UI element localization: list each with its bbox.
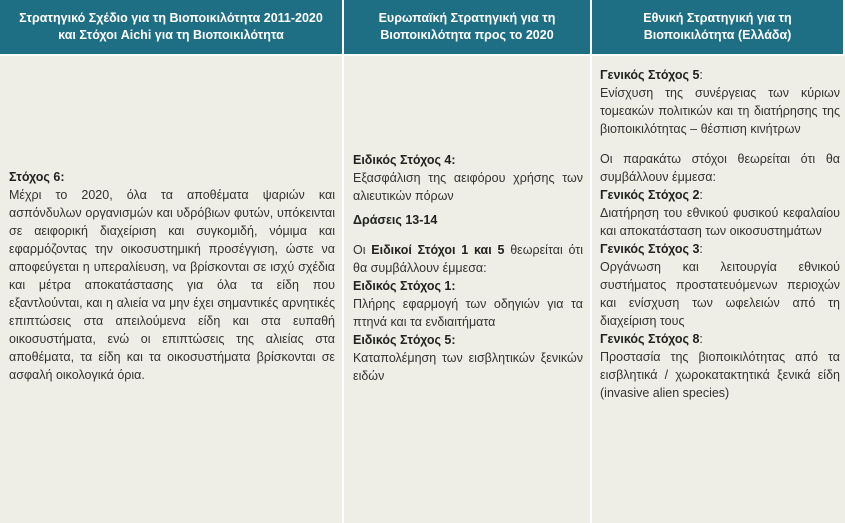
specific-target-5-label: Ειδικός Στόχος 5: — [353, 333, 456, 347]
cell-global-strategy — [0, 54, 344, 523]
header-european-strategy: Ευρωπαϊκή Στρατηγική για τη Βιοποικιλότητα προς το 2020 — [344, 0, 592, 54]
general-goal-8-heading: Γενικός Στόχος 8: — [600, 332, 703, 346]
general-goal-3-text: Οργάνωση και λειτουργία εθνικού συστήματος προστατευόμενων περιοχών και ενίσχυση των ωφελειών από τη διαχείριση τους — [600, 260, 840, 328]
specific-target-1-text: Πλήρης εφαρμογή των οδηγιών για τα πτηνά και τα ενδιαιτήματα — [353, 297, 583, 329]
general-goal-5-heading: Γενικός Στόχος 5: — [600, 68, 703, 82]
actions-label: Δράσεις 13-14 — [353, 213, 438, 227]
general-goal-2-label: Γενικός Στόχος 2 — [600, 188, 700, 202]
indirect-prefix: Οι — [353, 243, 372, 257]
cell-european-strategy — [344, 54, 592, 523]
general-goal-5-text: Ενίσχυση της συνέργειας των κύριων τομεακών πολιτικών και τη διατήρησης της βιοποικιλότητας – θέσπιση κινήτρων — [600, 86, 840, 136]
general-goal-3-heading: Γενικός Στόχος 3: — [600, 242, 703, 256]
target-6-label: Στόχος 6: — [9, 170, 65, 184]
general-goal-8-text: Προστασία της βιοποικιλότητας από τα εισβλητικά / χωροκατακτητικά ξενικά είδη (invasive alien species) — [600, 350, 840, 400]
cell-national-strategy — [592, 54, 845, 523]
specific-target-4-label: Ειδικός Στόχος 4: — [353, 153, 456, 167]
specific-target-4-text: Εξασφάλιση της αειφόρου χρήσης των αλιευτικών πόρων — [353, 171, 583, 203]
general-goal-8-label: Γενικός Στόχος 8 — [600, 332, 700, 346]
indirect-goals-note: Οι παρακάτω στόχοι θεωρείται ότι θα συμβάλλουν έμμεσα: — [600, 152, 840, 184]
general-goal-2-heading: Γενικός Στόχος 2: — [600, 188, 703, 202]
header-global-strategy: Στρατηγικό Σχέδιο για τη Βιοποικιλότητα 2011-2020 και Στόχοι Aichi για τη Βιοποικιλότητα — [0, 0, 344, 54]
general-goal-3-label: Γενικός Στόχος 3 — [600, 242, 700, 256]
target-6-text: Μέχρι το 2020, όλα τα αποθέματα ψαριών και ασπόνδυλων οργανισμών και υδρόβιων φυτών, υπόκεινται σε αειφορική διαχείριση και συγκομιδή, νόμιμα και εφαρμόζοντας την οικοσυστημική προσέγγιση, ώστε να αποφεύγεται η υπεραλίευση, να βρίσκονται σε ισχύ σχέδια και μέτρα αποκατάστασης για όλα τα είδη που εξαντλούνται, και η αλιεία να μην έχει σημαντικές αρνητικές επιπτώσεις στα απειλούμενα είδη και στα ευπαθή οικοσυστήματα, ενώ οι επιπτώσεις της αλιείας στα αποθέματα, τα είδη και τα οικοσυστήματα βρίσκονται σε ασφαλή οικολογικά όρια. — [9, 188, 335, 382]
indirect-targets: Ειδικοί Στόχοι 1 και 5 — [371, 243, 505, 257]
specific-target-5-text: Καταπολέμηση των εισβλητικών ξενικών ειδών — [353, 351, 583, 383]
specific-target-1-label: Ειδικός Στόχος 1: — [353, 279, 456, 293]
indirect-suffix: θεωρείται ότι θα συμβάλλουν έμμεσα: — [353, 243, 583, 275]
general-goal-5-label: Γενικός Στόχος 5 — [600, 68, 700, 82]
header-national-strategy: Εθνική Στρατηγική για τη Βιοποικιλότητα (Ελλάδα) — [592, 0, 845, 54]
general-goal-2-text: Διατήρηση του εθνικού φυσικού κεφαλαίου και αποκατάσταση των οικοσυστημάτων — [600, 206, 840, 238]
indirect-contribution-note — [353, 241, 583, 277]
